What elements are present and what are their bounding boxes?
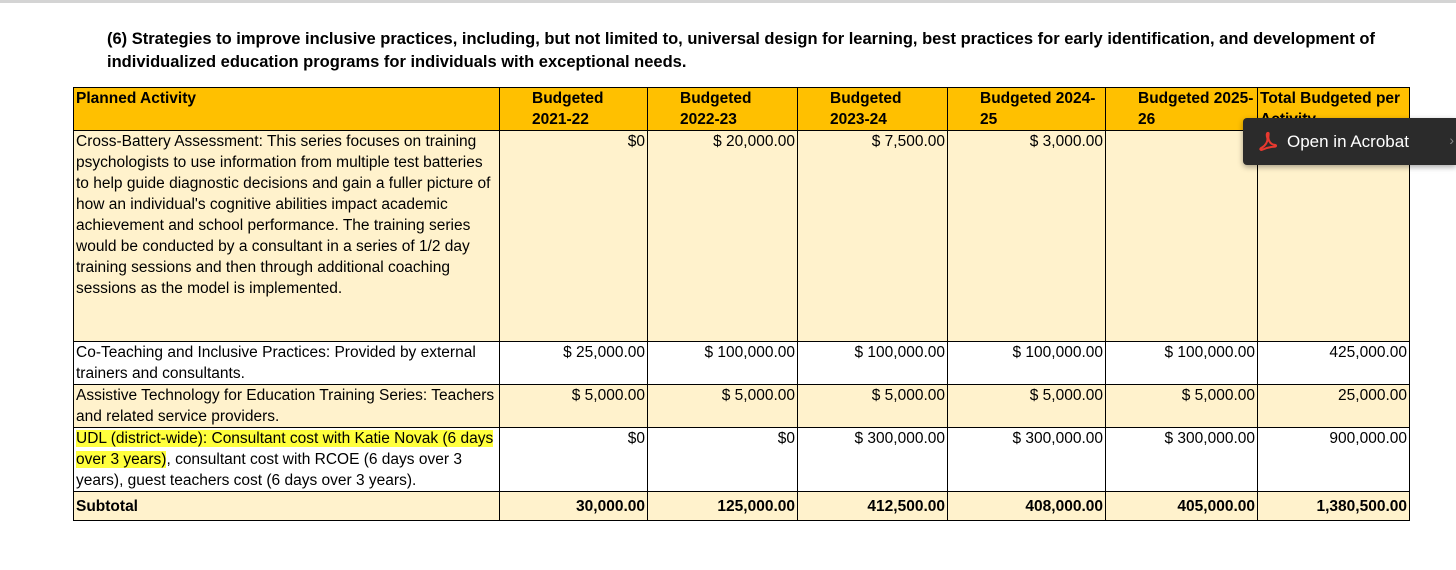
amount-cell: $0 — [500, 131, 648, 342]
amount-cell: $ 300,000.00 — [948, 428, 1106, 492]
activity-cell: Cross-Battery Assessment: This series focuses on training psychologists to use information from multiple test batteries to help guide diagnostic decisions and gain a fuller picture of how an individual's cognitive abilities impact academic achievement and school performance. The training series would be conducted by a consultant in a series of 1/2 day training sessions and then through additional coaching sessions as the model is implemented. — [74, 131, 500, 342]
activity-cell: Assistive Technology for Education Training Series: Teachers and related service providers. — [74, 385, 500, 428]
table-row — [74, 342, 1410, 385]
amount-cell: $ 100,000.00 — [948, 342, 1106, 385]
amount-cell: $ 25,000.00 — [500, 342, 648, 385]
amount-cell: $ 5,000.00 — [1106, 385, 1258, 428]
amount-cell: $ 5,000.00 — [500, 385, 648, 428]
amount-cell: $ 300,000.00 — [798, 428, 948, 492]
header-2024-25: Budgeted 2024-25 — [948, 88, 1106, 131]
pdf-icon — [1257, 131, 1279, 153]
amount-cell: $ 5,000.00 — [948, 385, 1106, 428]
amount-cell: $ 100,000.00 — [648, 342, 798, 385]
subtotal-cell: 405,000.00 — [1106, 492, 1258, 521]
subtotal-row — [74, 492, 1410, 521]
amount-cell: $0 — [648, 428, 798, 492]
header-2022-23: Budgeted 2022-23 — [648, 88, 798, 131]
subtotal-cell: 125,000.00 — [648, 492, 798, 521]
subtotal-label: Subtotal — [74, 492, 500, 521]
table-row — [74, 385, 1410, 428]
amount-cell: $ 100,000.00 — [1106, 342, 1258, 385]
amount-cell: $ 5,000.00 — [648, 385, 798, 428]
acrobat-label: Open in Acrobat — [1287, 131, 1409, 151]
subtotal-cell: 412,500.00 — [798, 492, 948, 521]
header-row — [74, 88, 1410, 131]
amount-cell: $ 3,000.00 — [948, 131, 1106, 342]
header-planned-activity: Planned Activity — [74, 88, 500, 131]
highlighted-text: UDL (district-wide): Consultant cost with Katie Novak (6 days over 3 years) — [76, 430, 494, 468]
total-cell: 425,000.00 — [1258, 342, 1410, 385]
table-row — [74, 428, 1410, 492]
top-border — [0, 0, 1456, 3]
subtotal-cell: 408,000.00 — [948, 492, 1106, 521]
amount-cell: $ 300,000.00 — [1106, 428, 1258, 492]
amount-cell: $0 — [500, 428, 648, 492]
chevron-right-icon: › — [1449, 132, 1454, 148]
total-cell: 900,000.00 — [1258, 428, 1410, 492]
subtotal-total-cell: 1,380,500.00 — [1258, 492, 1410, 521]
activity-cell: Co-Teaching and Inclusive Practices: Provided by external trainers and consultants. — [74, 342, 500, 385]
header-total-text: Total Budgeted per — [1260, 90, 1401, 107]
amount-cell — [1106, 131, 1258, 342]
total-cell: 25,000.00 — [1258, 385, 1410, 428]
subtotal-cell: 30,000.00 — [500, 492, 648, 521]
header-2023-24: Budgeted 2023-24 — [798, 88, 948, 131]
amount-cell: $ 5,000.00 — [798, 385, 948, 428]
open-in-acrobat-button[interactable] — [1243, 118, 1456, 165]
table-row — [74, 131, 1410, 342]
amount-cell: $ 20,000.00 — [648, 131, 798, 342]
amount-cell: $ 100,000.00 — [798, 342, 948, 385]
activity-text: , consultant cost with RCOE (6 days over 3 years), guest teachers cost (6 days over 3 years). — [76, 451, 462, 489]
header-2021-22: Budgeted 2021-22 — [500, 88, 648, 131]
header-2025-26: Budgeted 2025-26 — [1106, 88, 1258, 131]
amount-cell: $ 7,500.00 — [798, 131, 948, 342]
section-heading: (6) Strategies to improve inclusive practices, including, but not limited to, universal design for learning, best practices for early identification, and development of individualized education programs for individuals with exceptional needs. — [107, 30, 1376, 71]
budget-table — [73, 87, 1410, 521]
activity-cell — [74, 428, 500, 492]
